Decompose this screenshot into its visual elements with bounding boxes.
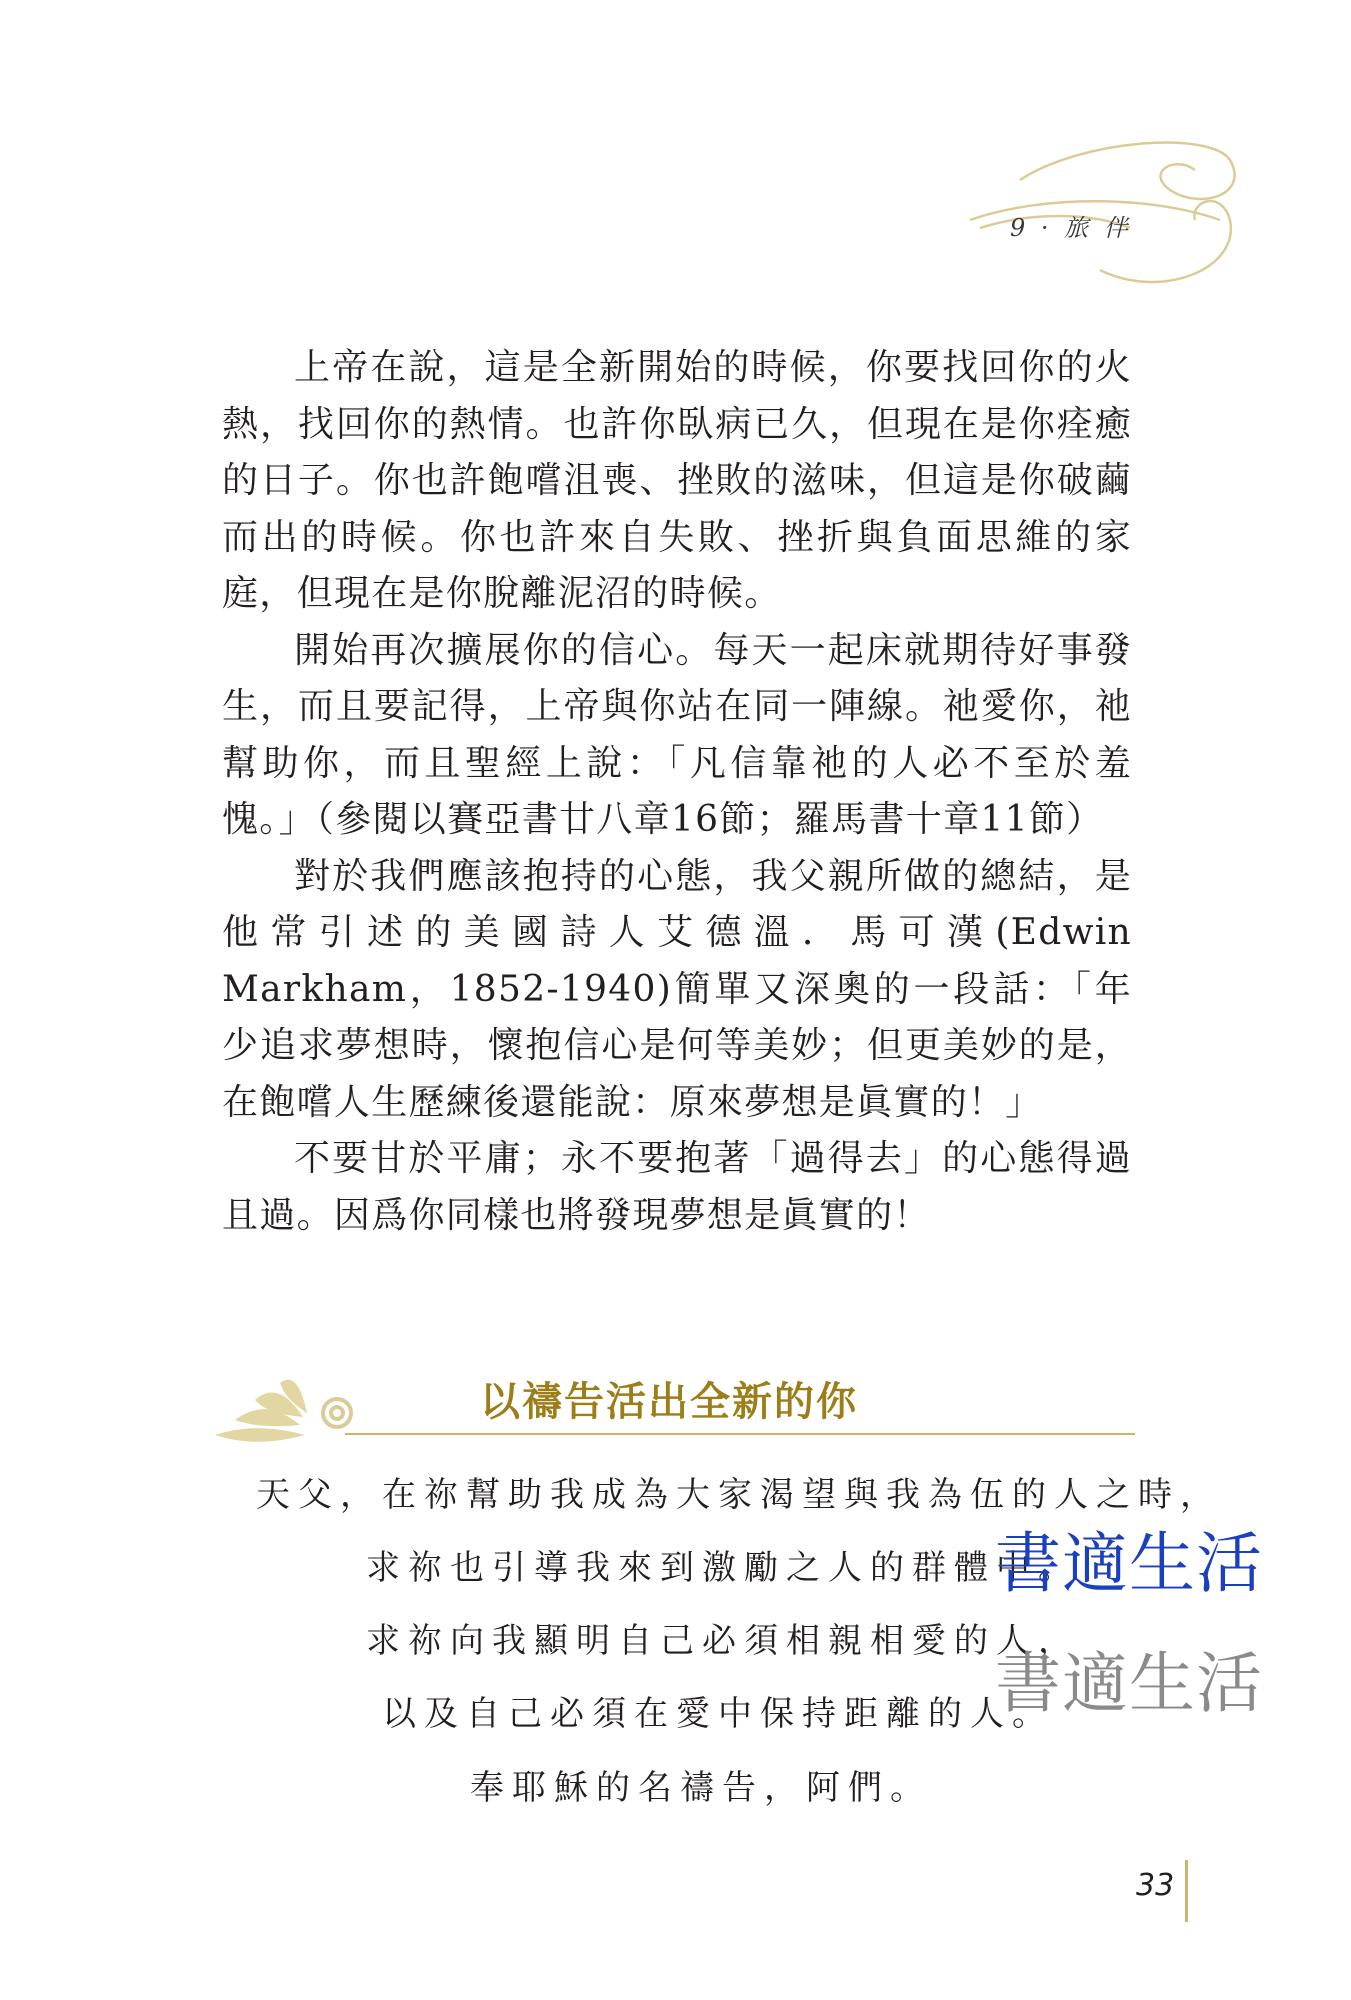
- header-flourish-ornament: [960, 100, 1260, 300]
- prayer-divider: [345, 1433, 1135, 1435]
- prayer-line: 求祢向我顯明自己必須相親相愛的人，: [366, 1621, 1080, 1661]
- prayer-line: 以及自己必須在愛中保持距離的人。: [382, 1694, 1054, 1734]
- paragraph: 開始再次擴展你的信心。每天一起床就期待好事發生，而且要記得，上帝與你站在同一陣線。祂愛你，祂幫助你，而且聖經上說：「凡信靠祂的人必不至於羞愧。」（參閱以賽亞書廿八章16節；羅馬書十章11節）: [222, 629, 1132, 840]
- prayer-section-title: 以禱告活出全新的你: [480, 1379, 858, 1425]
- page-number: 33: [1136, 1868, 1175, 1903]
- page-number-bar: [1185, 1860, 1188, 1922]
- watermark-gray: 書適生活: [995, 1645, 1263, 1722]
- body-text: [222, 340, 1132, 1244]
- prayer-line: 天父，在祢幫助我成為大家渴望與我為伍的人之時，: [256, 1475, 1222, 1515]
- paragraph: 不要甘於平庸；永不要抱著「過得去」的心態得過且過。因爲你同樣也將發現夢想是眞實的！: [222, 1138, 1132, 1236]
- prayer-line: 奉耶穌的名禱告，阿們。: [470, 1768, 932, 1808]
- prayer-line: 求祢也引導我來到激勵之人的群體中。: [366, 1548, 1080, 1588]
- chapter-header: 9 · 旅 伴: [1010, 214, 1132, 242]
- watermark-blue: 書適生活: [995, 1525, 1263, 1602]
- paragraph: 上帝在說，這是全新開始的時候，你要找回你的火熱，找回你的熱情。也許你臥病已久，但現在是你痊癒的日子。你也許飽嚐沮喪、挫敗的滋味，但這是你破繭而出的時候。你也許來自失敗、挫折與負面思維的家庭，但現在是你脫離泥沼的時候。: [222, 347, 1132, 614]
- prayer-leaf-ornament-icon: [215, 1365, 365, 1455]
- paragraph: 對於我們應該抱持的心態，我父親所做的總結，是他常引述的美國詩人艾德溫．馬可漢(Edwin Markham，1852-1940)簡單又深奧的一段話：「年少追求夢想時，懷抱信心是何等美妙；但更美妙的是，在飽嚐人生歷練後還能說：原來夢想是眞實的！」: [222, 855, 1132, 1123]
